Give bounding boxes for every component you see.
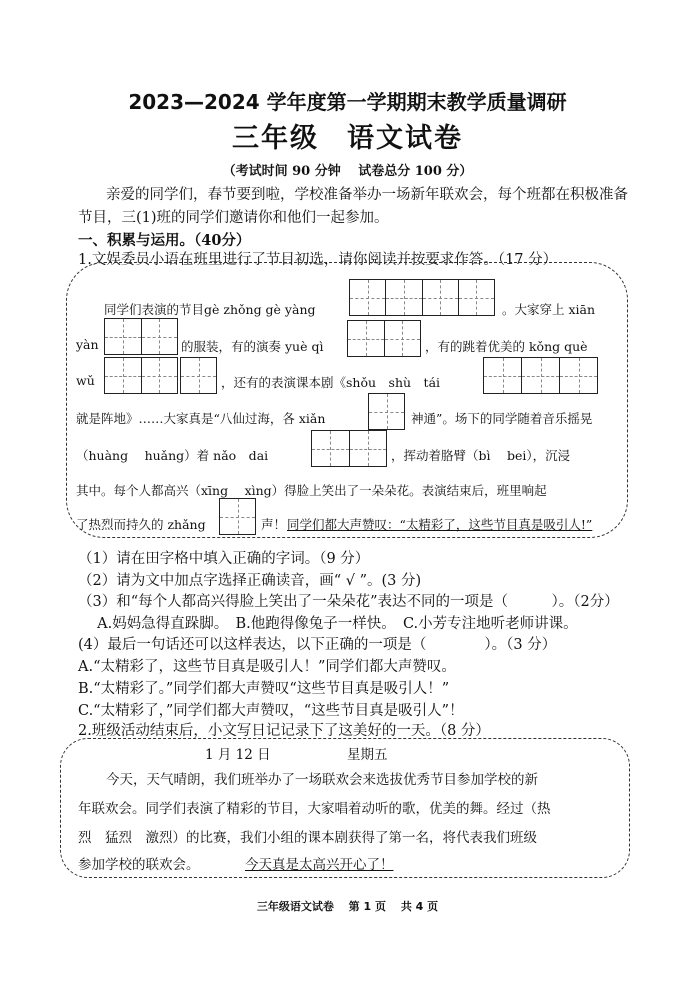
writing-grid[interactable] xyxy=(347,320,421,357)
sub-question-3-options: A.妈妈急得直跺脚。 B.他跑得像兔子一样快。 C.小芳专注地听老师讲课。 xyxy=(78,616,578,632)
writing-grid[interactable] xyxy=(349,279,495,316)
passage-line: 神通”。场下的同学随着音乐摇晃 xyxy=(411,411,593,426)
writing-grid[interactable] xyxy=(311,430,387,467)
passage-line: yàn xyxy=(76,337,99,352)
diary-line: 今天，天气晴朗，我们班举办了一场联欢会来选拔优秀节目参加学校的新 xyxy=(106,772,538,788)
page-footer: 三年级语文试卷 第 1 页 共 4 页 xyxy=(256,900,439,913)
section-heading: 一、积累与运用。（40分） xyxy=(78,232,251,249)
diary-weekday: 星期五 xyxy=(347,747,388,763)
sub-question-1: （1）请在田字格中填入正确的字词。（9 分） xyxy=(78,551,370,567)
passage-line: （huàng huǎng）着 nǎo dai xyxy=(76,448,269,463)
diary-date: 1 月 12 日 xyxy=(205,747,271,763)
passage-line: ，还有的表演课本剧《shǒu shù tái xyxy=(221,375,441,390)
sub-question-3: （3）和“每个人都高兴得脸上笑出了一朵朵花”表达不同的一项是（ ）。（2分） xyxy=(78,594,619,610)
passage-line: ，挥动着胳臂（bì bei），沉浸 xyxy=(391,448,571,463)
writing-grid[interactable] xyxy=(180,357,217,394)
passage-line: 声！ xyxy=(261,517,287,532)
diary-line: 参加学校的联欢会。 xyxy=(78,857,200,873)
writing-grid[interactable] xyxy=(483,357,598,394)
option-a: A.“太精彩了，这些节目真是吸引人！”同学们都大声赞叹。 xyxy=(78,659,456,675)
exam-title: 2023—2024 学年度第一学期期末教学质量调研 xyxy=(128,90,567,114)
passage-line: ，有的跳着优美的 kǒng què xyxy=(425,339,588,354)
exam-subtitle xyxy=(0,116,695,155)
diary-line: 年联欢会。同学们表演了精彩的节目，大家唱着动听的歌，优美的舞。经过（热 xyxy=(78,801,551,817)
diary-underlined: 今天真是太高兴开心了！ xyxy=(245,857,394,873)
underlined-sentence: 同学们都大声赞叹：“太精彩了，这些节目真是吸引人!” xyxy=(287,517,593,532)
writing-grid[interactable] xyxy=(104,318,178,355)
writing-grid[interactable] xyxy=(368,393,405,430)
passage-line: 其中。每个人都高兴（xīng xìng）得脸上笑出了一朵朵花。表演结束后，班里响起 xyxy=(76,483,547,498)
passage-line: 。大家穿上 xiān xyxy=(502,302,596,317)
writing-grid[interactable] xyxy=(219,498,256,535)
passage-line: 同学们表演的节目gè zhǒng gè yàng xyxy=(104,302,316,317)
question-1-title: 1.文娱委员小语在班里进行了节目初选，请你阅读并按要求作答。（17 分） xyxy=(78,252,558,268)
sub-question-2: （2）请为文中加点字选择正确读音，画“ √ ”。(3 分) xyxy=(78,573,422,589)
grade-label: 三年级 xyxy=(232,123,319,154)
passage-line: wǔ xyxy=(76,373,95,388)
intro-paragraph: 亲爱的同学们，春节要到啦，学校准备举办一场新年联欢会，每个班都在积极准备节目，三(1)班的同学们邀请你和他们一起参加。 xyxy=(78,187,628,226)
option-c: C.“太精彩了，”同学们都大声赞叹，“这些节目真是吸引人”！ xyxy=(78,703,464,719)
exam-info: （考试时间 90 分钟 试卷总分 100 分） xyxy=(222,164,473,179)
diary-line: 烈 猛烈 激烈）的比赛，我们小组的课本剧获得了第一名，将代表我们班级 xyxy=(78,830,537,846)
writing-grid[interactable] xyxy=(104,357,178,394)
option-b: B.“太精彩了。”同学们都大声赞叹“这些节目真是吸引人！” xyxy=(78,681,450,697)
sub-question-4: (4）最后一句话还可以这样表达，以下正确的一项是（ ）。（3 分） xyxy=(78,637,557,653)
passage-line: 了热烈而持久的 zhǎng xyxy=(76,517,206,532)
passage-line: 就是阵地》……大家真是“八仙过海，各 xiǎn xyxy=(76,411,326,426)
question-2-title: 2.班级活动结束后，小文写日记记录下了这美好的一天。（8 分） xyxy=(78,723,490,739)
subject-label: 语文试卷 xyxy=(347,123,463,154)
passage-line: 的服装，有的演奏 yuè qì xyxy=(181,339,324,354)
